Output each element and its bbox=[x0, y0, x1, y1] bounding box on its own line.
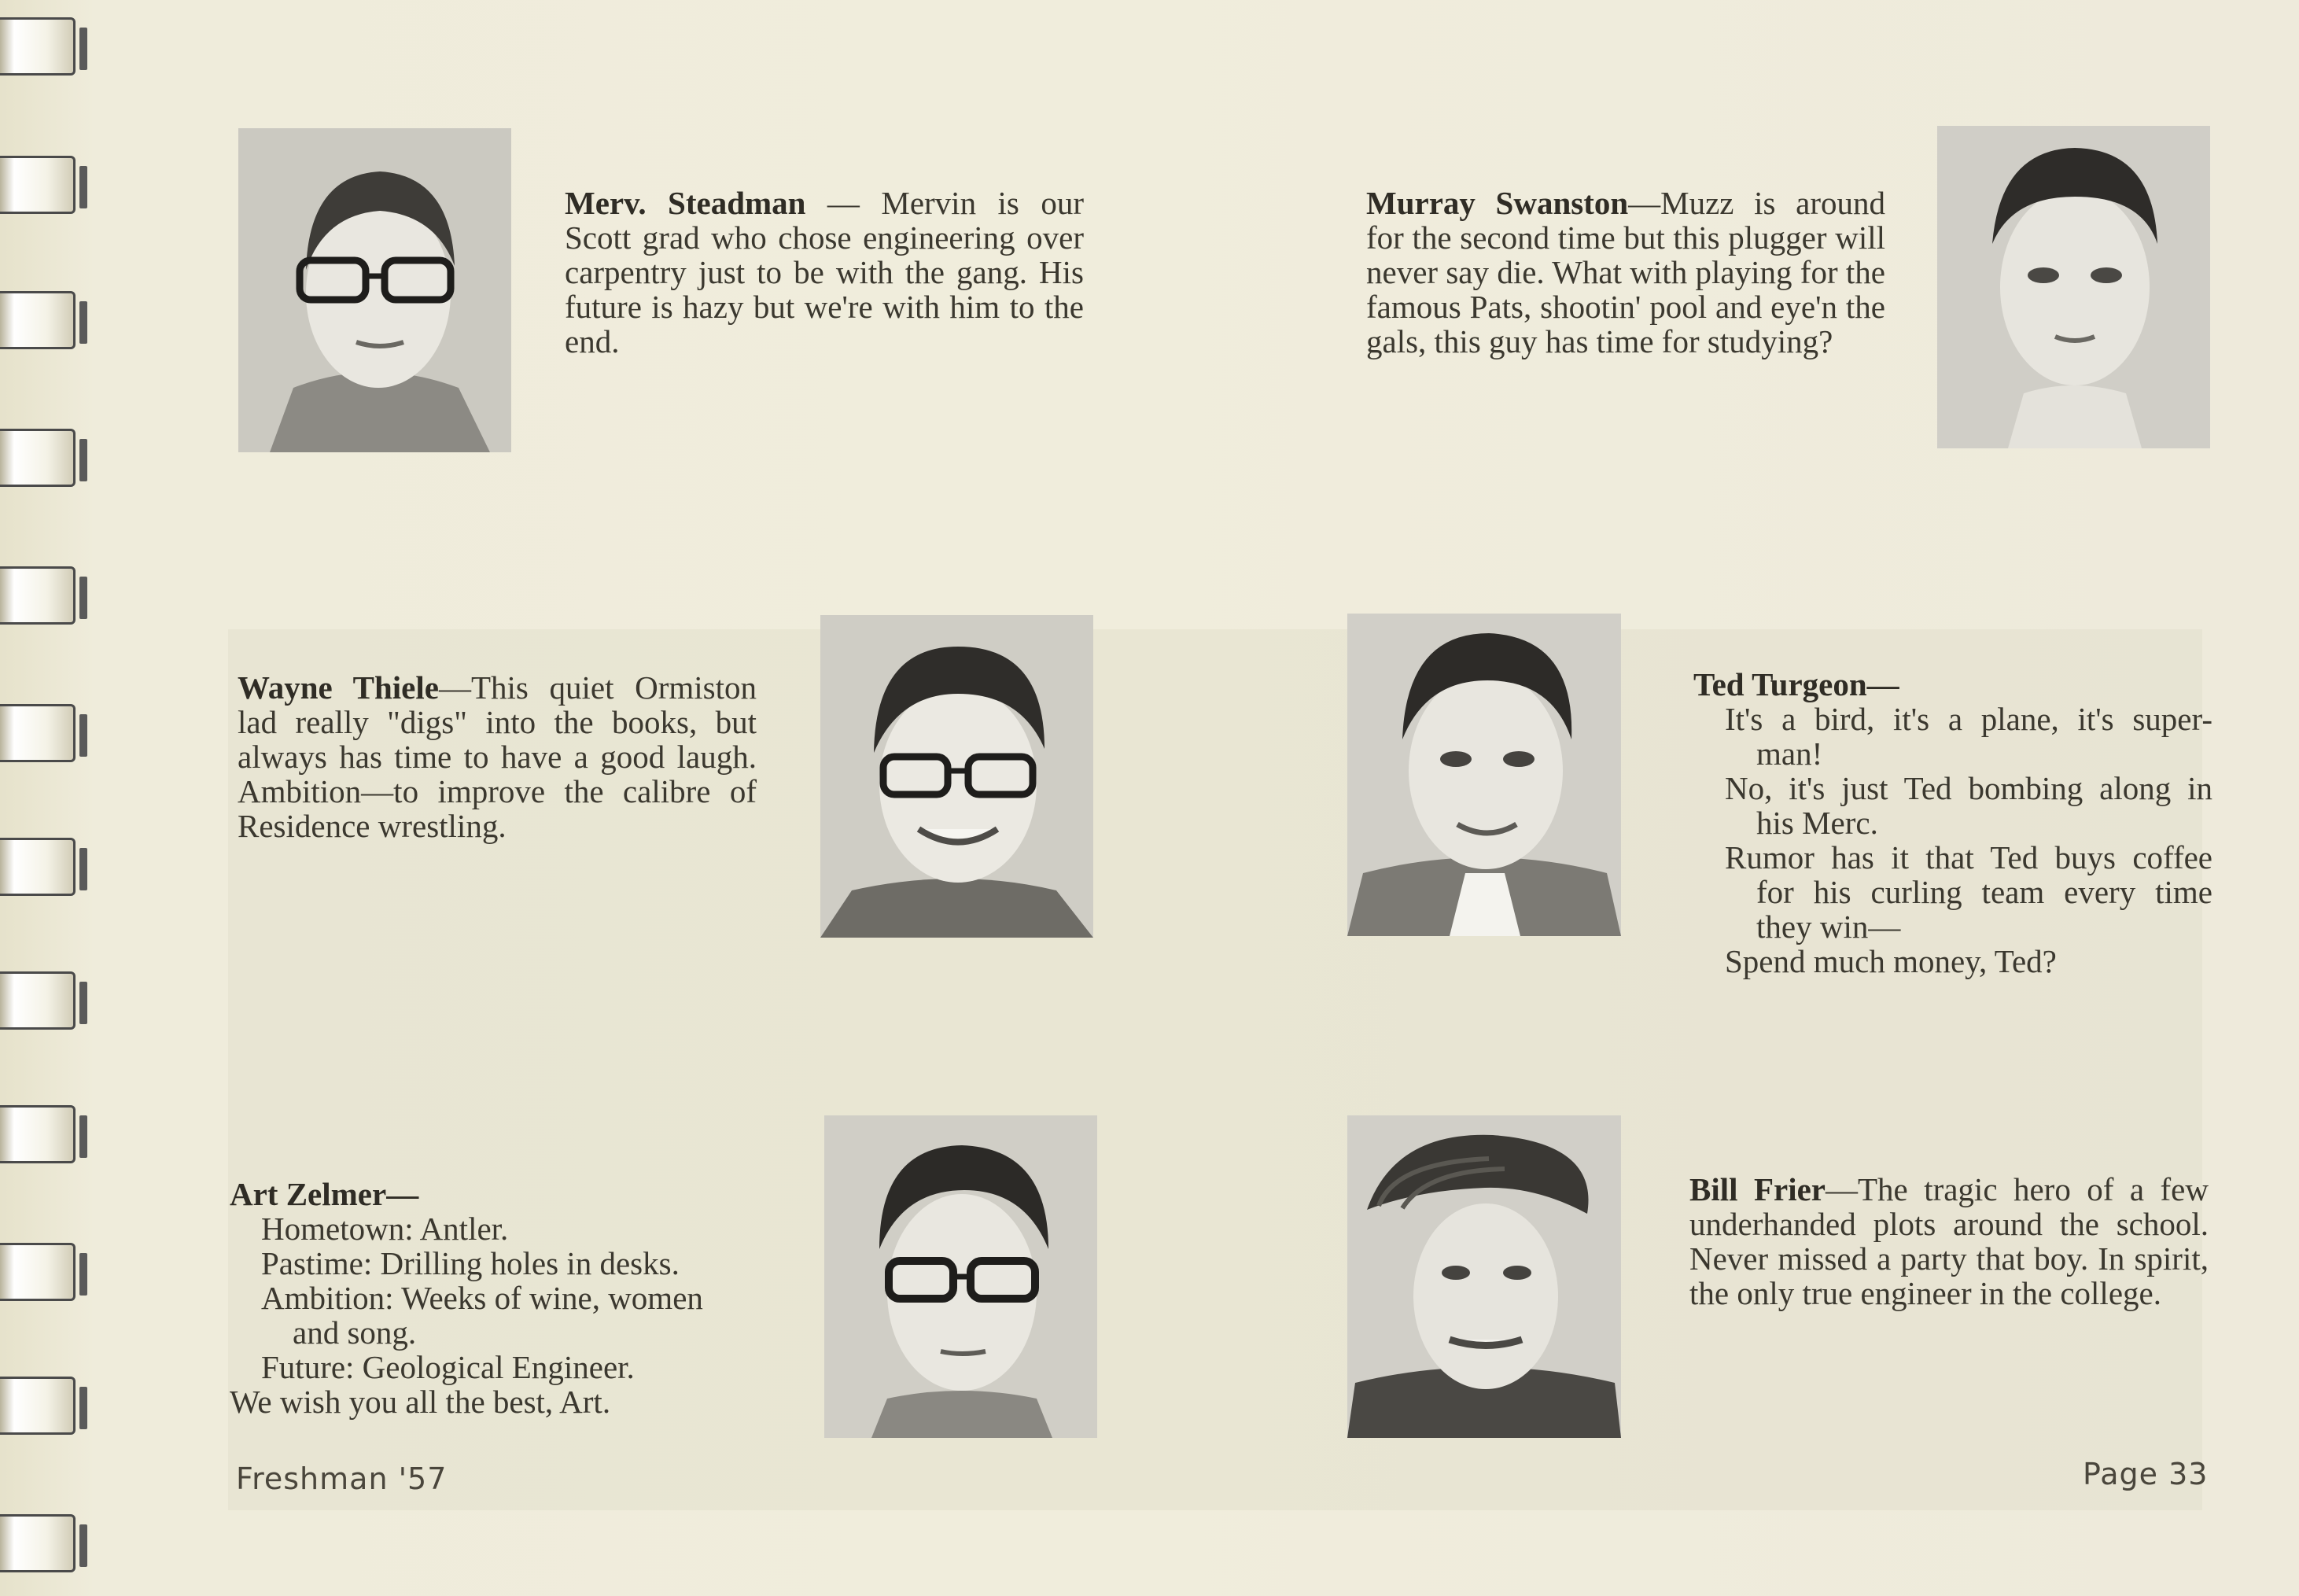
bio-text-murray-swanston: —Muzz is around for the second time but this plugger will never say die. What with playing for the famous Pats, shootin' pool and eye'n the gals, this guy has time for studying? bbox=[1366, 185, 1885, 359]
bio-merv-steadman bbox=[565, 186, 1084, 359]
bio-line: Hometown: Antler. bbox=[261, 1211, 509, 1247]
bio-text-bill-frier: —The tragic hero of a few underhanded plots around the school. Never missed a party that boy. In spirit, the only true engineer in the college. bbox=[1689, 1171, 2209, 1311]
bio-line: We wish you all the best, Art. bbox=[230, 1384, 611, 1420]
binding-ring bbox=[0, 1243, 76, 1301]
bio-line: and song. bbox=[293, 1314, 417, 1351]
footer-left: Freshman '57 bbox=[236, 1461, 448, 1496]
name-wayne-thiele: Wayne Thiele bbox=[238, 669, 439, 706]
bio-text-wayne-thiele: —This quiet Ormiston lad really "digs" into the books, but always has time to have a good laugh. Ambition—to improve the calibre of Residence wrestling. bbox=[238, 669, 757, 844]
photo-bill-frier bbox=[1347, 1115, 1621, 1438]
bio-line: Rumor has it that Ted buys coffee bbox=[1725, 839, 2212, 875]
bio-line: his Merc. bbox=[1756, 805, 1878, 841]
bio-murray-swanston bbox=[1366, 186, 1885, 359]
bio-line: No, it's just Ted bombing along in bbox=[1725, 770, 2212, 806]
photo-murray-swanston bbox=[1937, 126, 2210, 448]
binding-ring bbox=[0, 429, 76, 487]
photo-wayne-thiele bbox=[820, 615, 1093, 938]
bio-line: Future: Geological Engineer. bbox=[261, 1349, 635, 1385]
bio-line: Spend much money, Ted? bbox=[1725, 943, 2057, 979]
bio-art-zelmer bbox=[230, 1177, 764, 1419]
bio-line: Pastime: Drilling holes in desks. bbox=[261, 1245, 680, 1281]
bio-bill-frier bbox=[1689, 1172, 2209, 1310]
spiral-binding bbox=[0, 0, 94, 1596]
photo-ted-turgeon bbox=[1347, 614, 1621, 936]
bio-wayne-thiele bbox=[238, 670, 757, 843]
binding-ring bbox=[0, 566, 76, 625]
bio-text-merv-steadman: — Mervin is our Scott grad who chose engineering over carpentry just to be with the gang. His future is hazy but we're with him to the end. bbox=[565, 185, 1084, 359]
binding-ring bbox=[0, 17, 76, 76]
binding-ring bbox=[0, 838, 76, 896]
bio-line: for his curling team every time bbox=[1756, 874, 2212, 910]
binding-ring bbox=[0, 291, 76, 349]
binding-ring bbox=[0, 704, 76, 762]
name-merv-steadman: Merv. Steadman bbox=[565, 185, 806, 221]
name-ted-turgeon: Ted Turgeon— bbox=[1693, 666, 1899, 702]
photo-art-zelmer bbox=[824, 1115, 1097, 1438]
binding-ring bbox=[0, 971, 76, 1030]
name-murray-swanston: Murray Swanston bbox=[1366, 185, 1629, 221]
name-bill-frier: Bill Frier bbox=[1689, 1171, 1826, 1207]
binding-ring bbox=[0, 1514, 76, 1572]
binding-ring bbox=[0, 156, 76, 214]
bio-line: man! bbox=[1756, 735, 1823, 772]
binding-ring bbox=[0, 1377, 76, 1435]
page-number: Page 33 bbox=[2083, 1457, 2209, 1491]
photo-merv-steadman bbox=[238, 128, 511, 452]
name-art-zelmer: Art Zelmer— bbox=[230, 1176, 419, 1212]
bio-ted-turgeon bbox=[1693, 667, 2212, 979]
bio-line: they win— bbox=[1756, 909, 1901, 945]
bio-line: Ambition: Weeks of wine, women bbox=[261, 1280, 703, 1316]
binding-ring bbox=[0, 1105, 76, 1163]
bio-line: It's a bird, it's a plane, it's super- bbox=[1725, 701, 2212, 737]
